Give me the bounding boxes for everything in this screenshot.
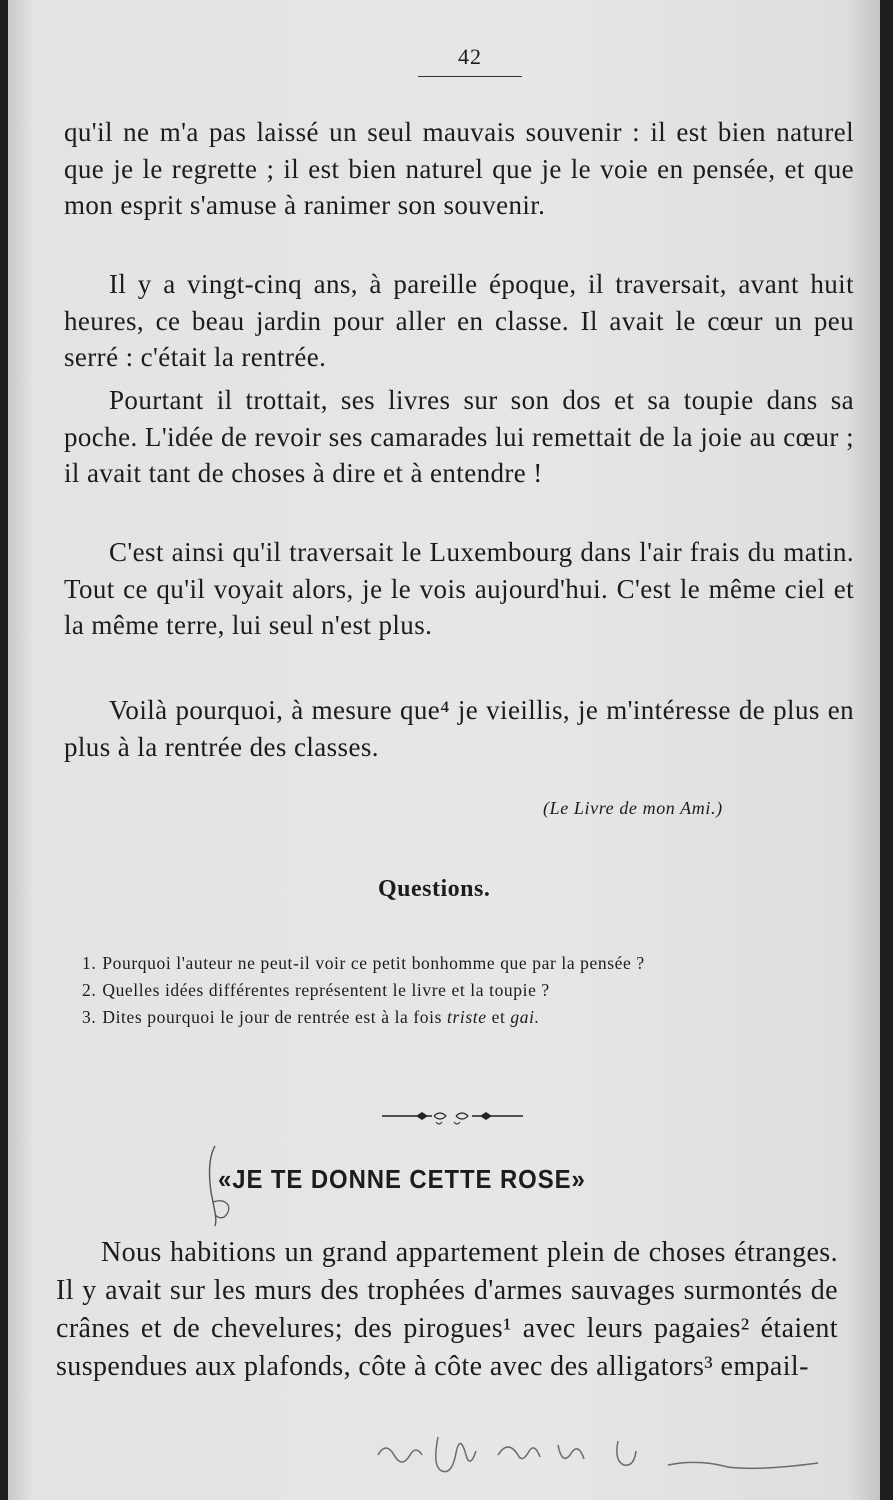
page-number-rule: [418, 76, 522, 77]
question-text: Pourquoi l'auteur ne peut-il voir ce petit bonhomme que par la pensée ?: [102, 953, 645, 973]
question-text: [102, 1007, 539, 1027]
paragraph-2: Il y a vingt-cinq ans, à pareille époque, il traversait, avant huit heures, ce beau jardin pour aller en classe. Il avait le cœur un peu serré : c'était la rentrée.: [64, 269, 854, 372]
questions-heading: Questions.: [378, 876, 491, 902]
ornament-divider-icon: [380, 1106, 525, 1126]
question-italic-word: triste: [447, 1007, 487, 1027]
paragraph-3: Pourtant il trottait, ses livres sur son dos et sa toupie dans sa poche. L'idée de revoir ses camarades lui remettait de la joie au cœur ; il avait tant de choses à dire et à entendre !: [64, 385, 854, 488]
source-citation: (Le Livre de mon Ami.): [543, 798, 723, 818]
questions-list: [60, 950, 850, 1031]
question-text: Quelles idées différentes représentent le livre et la toupie ?: [102, 980, 550, 1000]
next-section-paragraph: Nous habitions un grand appartement plein de choses étranges. Il y avait sur les murs des trophées d'armes sauvages surmontés de crânes et de chevelures; des pirogues¹ avec leurs pagaies² étaient suspendues aux plafonds, côte à côte avec des alligators³ empail-: [56, 1237, 838, 1382]
question-text-mid: et: [491, 1007, 506, 1027]
page-number: 42: [458, 44, 482, 69]
question-item: [60, 1004, 850, 1031]
question-number: 2.: [82, 980, 97, 1000]
handwriting-scribble-icon: [368, 1425, 828, 1485]
section-title: «JE TE DONNE CETTE ROSE»: [218, 1164, 586, 1194]
paragraph-1: qu'il ne m'a pas laissé un seul mauvais souvenir : il est bien naturel que je le regrette ; il est bien naturel que je le voie en pensée, et que mon esprit s'amuse à ranimer son souvenir.: [64, 117, 854, 220]
book-page: [8, 0, 880, 1500]
page-number-block: [418, 44, 522, 77]
paragraph-5: Voilà pourquoi, à mesure que⁴ je vieillis, je m'intéresse de plus en plus à la rentrée des classes.: [64, 695, 854, 762]
question-text-start: Dites pourquoi le jour de rentrée est à la fois: [102, 1007, 443, 1027]
question-number: 3.: [82, 1007, 97, 1027]
paragraph-4: C'est ainsi qu'il traversait le Luxembourg dans l'air frais du matin. Tout ce qu'il voyait alors, je le vois aujourd'hui. C'est le même ciel et la même terre, lui seul n'est plus.: [64, 537, 854, 640]
question-number: 1.: [82, 953, 97, 973]
question-item: [60, 950, 850, 977]
question-item: [60, 977, 850, 1004]
question-italic-word: gai.: [510, 1007, 540, 1027]
